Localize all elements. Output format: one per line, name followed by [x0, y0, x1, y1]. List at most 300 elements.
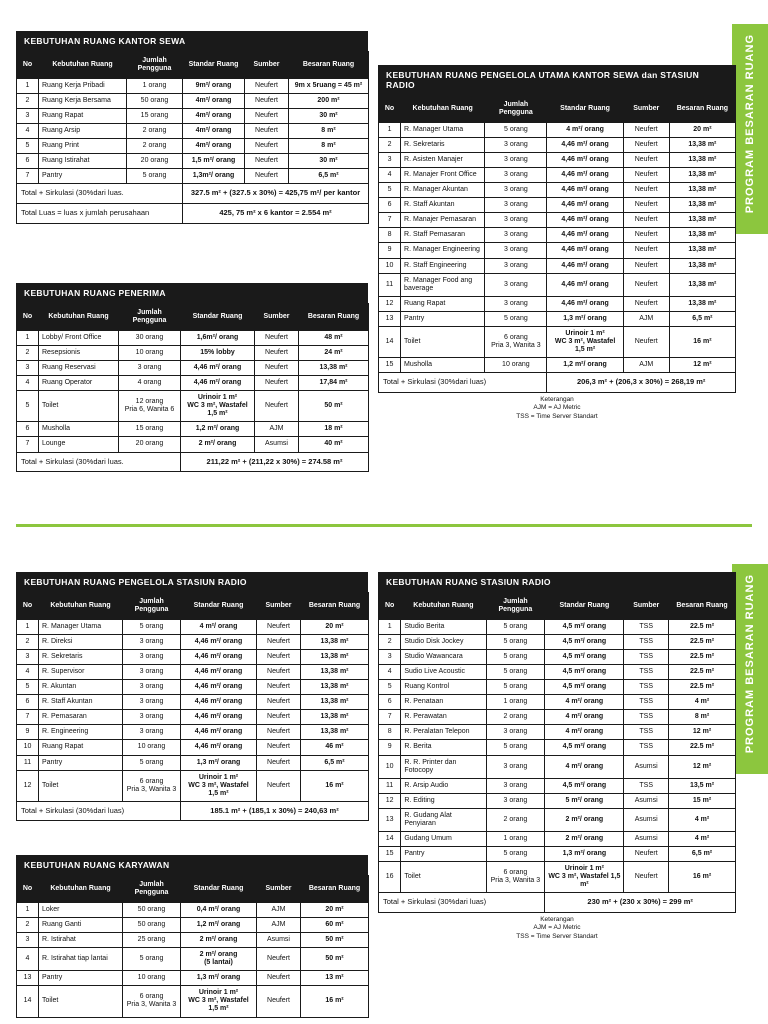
table-row — [379, 710, 736, 725]
cell-standar-ruang: 2 m²/ orang — [181, 437, 255, 452]
cell-jumlah-pengguna: 5 orang — [486, 680, 545, 695]
cell-jumlah-pengguna: 3 orang — [486, 755, 545, 778]
cell-sumber: Neufert — [623, 198, 669, 213]
total-value: 425, 75 m² x 6 kantor = 2.554 m² — [183, 204, 369, 224]
cell-standar-ruang: 4,46 m²/ orang — [547, 168, 623, 183]
cell-standar-ruang: 4,46 m²/ orang — [547, 258, 623, 273]
col-standar-ruang: Standar Ruang — [545, 593, 624, 620]
cell-no: 7 — [379, 213, 401, 228]
cell-standar-ruang: 4m²/ orang — [183, 124, 245, 139]
side-tab-program-besaran-ruang-bottom — [732, 564, 768, 774]
cell-jumlah-pengguna: 5 orang — [123, 948, 181, 971]
table-block-karyawan — [16, 855, 368, 1018]
cell-kebutuhan-ruang: Toilet — [39, 391, 119, 422]
table-footer — [17, 184, 369, 223]
cell-sumber: Neufert — [245, 169, 289, 184]
cell-jumlah-pengguna: 1 orang — [127, 79, 183, 94]
cell-besaran-ruang: 22.5 m² — [669, 620, 736, 635]
col-no: No — [17, 52, 39, 79]
cell-kebutuhan-ruang: Pantry — [401, 846, 486, 861]
table-row — [17, 918, 369, 933]
total-label: Total + Sirkulasi (30%dari luas) — [379, 893, 545, 913]
cell-standar-ruang: 4,46 m²/ orang — [181, 665, 257, 680]
cell-besaran-ruang: 13,38 m² — [301, 725, 369, 740]
cell-no: 10 — [379, 258, 401, 273]
cell-besaran-ruang: 8 m² — [289, 124, 369, 139]
cell-no: 3 — [379, 153, 401, 168]
cell-besaran-ruang: 6,5 m² — [669, 846, 736, 861]
cell-kebutuhan-ruang: R. Asisten Manajer — [401, 153, 485, 168]
table-row — [379, 153, 736, 168]
cell-besaran-ruang: 20 m² — [301, 903, 369, 918]
table-body — [17, 903, 369, 1017]
cell-no: 4 — [17, 665, 39, 680]
cell-no: 11 — [379, 273, 401, 296]
cell-besaran-ruang: 40 m² — [299, 437, 369, 452]
col-sumber: Sumber — [257, 876, 301, 903]
cell-jumlah-pengguna: 5 orang — [486, 740, 545, 755]
cell-besaran-ruang: 22.5 m² — [669, 665, 736, 680]
table-penerima — [16, 303, 369, 472]
cell-jumlah-pengguna: 3 orang — [123, 695, 181, 710]
cell-kebutuhan-ruang: Pantry — [401, 311, 485, 326]
cell-sumber: Neufert — [257, 680, 301, 695]
cell-standar-ruang: 1,3m²/ orang — [183, 169, 245, 184]
table-block-stasiun-radio — [378, 572, 736, 942]
col-standar-ruang: Standar Ruang — [181, 304, 255, 331]
cell-no: 14 — [17, 986, 39, 1017]
cell-besaran-ruang: 16 m² — [669, 326, 735, 357]
cell-kebutuhan-ruang: R. Staff Akuntan — [401, 198, 485, 213]
cell-sumber: Asumsi — [257, 933, 301, 948]
cell-sumber: Asumsi — [255, 437, 299, 452]
cell-no: 6 — [17, 422, 39, 437]
cell-kebutuhan-ruang: R. Arsip Audio — [401, 778, 486, 793]
cell-sumber: Neufert — [245, 109, 289, 124]
cell-standar-ruang: 4 m²/ orang — [545, 725, 624, 740]
cell-kebutuhan-ruang: Toilet — [39, 770, 123, 801]
col-kebutuhan-ruang: Kebutuhan Ruang — [39, 876, 123, 903]
cell-jumlah-pengguna: 3 orang — [485, 168, 547, 183]
table-row — [379, 778, 736, 793]
cell-standar-ruang: 1,3 m²/ orang — [547, 311, 623, 326]
table-header-row — [17, 593, 369, 620]
table-row — [379, 846, 736, 861]
cell-besaran-ruang: 16 m² — [669, 861, 736, 892]
cell-besaran-ruang: 13,38 m² — [669, 213, 735, 228]
cell-standar-ruang: 4,5 m²/ orang — [545, 650, 624, 665]
cell-kebutuhan-ruang: Ruang Rapat — [39, 740, 123, 755]
table-kantor-sewa — [16, 51, 369, 224]
cell-jumlah-pengguna: 50 orang — [123, 918, 181, 933]
cell-sumber: Neufert — [624, 861, 669, 892]
table-row — [379, 326, 736, 357]
cell-no: 2 — [17, 918, 39, 933]
cell-standar-ruang: 4,46 m²/ orang — [547, 198, 623, 213]
cell-besaran-ruang: 16 m² — [301, 770, 369, 801]
cell-sumber: Neufert — [257, 695, 301, 710]
cell-besaran-ruang: 9m x 5ruang = 45 m² — [289, 79, 369, 94]
table-row — [17, 361, 369, 376]
table-total-row — [17, 801, 369, 821]
cell-sumber: Neufert — [257, 770, 301, 801]
cell-sumber: Neufert — [257, 665, 301, 680]
col-standar-ruang: Standar Ruang — [547, 96, 623, 123]
cell-kebutuhan-ruang: R. Manager Engineering — [401, 243, 485, 258]
cell-kebutuhan-ruang: Lobby/ Front Office — [39, 331, 119, 346]
col-besaran-ruang: Besaran Ruang — [669, 96, 735, 123]
cell-no: 7 — [379, 710, 401, 725]
cell-kebutuhan-ruang: R. R. Printer dan Fotocopy — [401, 755, 486, 778]
side-tab-program-besaran-ruang-top — [732, 24, 768, 234]
cell-no: 5 — [17, 139, 39, 154]
col-sumber: Sumber — [624, 593, 669, 620]
cell-besaran-ruang: 13,5 m² — [669, 778, 736, 793]
cell-no: 8 — [379, 725, 401, 740]
table-row — [17, 948, 369, 971]
cell-no: 2 — [17, 94, 39, 109]
cell-no: 16 — [379, 861, 401, 892]
cell-sumber: Neufert — [257, 635, 301, 650]
cell-standar-ruang: 4,46 m²/ orang — [547, 183, 623, 198]
cell-no: 2 — [17, 635, 39, 650]
cell-jumlah-pengguna: 6 orang Pria 3, Wanita 3 — [123, 770, 181, 801]
cell-standar-ruang: 4,46 m²/ orang — [181, 740, 257, 755]
col-besaran-ruang: Besaran Ruang — [301, 593, 369, 620]
keterangan-line: AJM = AJ Metric — [533, 924, 581, 932]
cell-no: 7 — [17, 710, 39, 725]
cell-standar-ruang: 4,46 m²/ orang — [547, 228, 623, 243]
cell-sumber: Neufert — [257, 710, 301, 725]
cell-standar-ruang: 1,5 m²/ orang — [183, 154, 245, 169]
cell-sumber: TSS — [624, 620, 669, 635]
cell-sumber: Neufert — [623, 258, 669, 273]
col-standar-ruang: Standar Ruang — [183, 52, 245, 79]
keterangan-stasiun-radio — [378, 916, 736, 942]
keterangan-pengelola-utama — [378, 396, 736, 422]
table-body — [379, 123, 736, 373]
cell-kebutuhan-ruang: Studio Disk Jockey — [401, 635, 486, 650]
table-pengelola-utama — [378, 95, 736, 393]
table-row — [17, 740, 369, 755]
cell-jumlah-pengguna: 2 orang — [127, 124, 183, 139]
cell-kebutuhan-ruang: R. Manajer Pemasaran — [401, 213, 485, 228]
cell-no: 6 — [17, 695, 39, 710]
cell-standar-ruang: 1,2 m²/ orang — [181, 422, 255, 437]
table-footer — [379, 372, 736, 392]
cell-besaran-ruang: 12 m² — [669, 725, 736, 740]
cell-sumber: Neufert — [623, 168, 669, 183]
col-kebutuhan-ruang: Kebutuhan Ruang — [39, 593, 123, 620]
cell-sumber: Neufert — [255, 376, 299, 391]
section-divider — [16, 524, 752, 527]
cell-standar-ruang: 4,5 m²/ orang — [545, 635, 624, 650]
cell-sumber: Neufert — [257, 755, 301, 770]
cell-jumlah-pengguna: 1 orang — [486, 695, 545, 710]
cell-no: 15 — [379, 846, 401, 861]
cell-jumlah-pengguna: 5 orang — [485, 311, 547, 326]
cell-sumber: Neufert — [257, 948, 301, 971]
cell-no: 3 — [17, 650, 39, 665]
cell-sumber: TSS — [624, 635, 669, 650]
cell-kebutuhan-ruang: Studio Wawancara — [401, 650, 486, 665]
cell-jumlah-pengguna: 6 orang Pria 3, Wanita 3 — [486, 861, 545, 892]
cell-besaran-ruang: 13,38 m² — [669, 273, 735, 296]
cell-sumber: TSS — [624, 695, 669, 710]
cell-no: 2 — [17, 346, 39, 361]
table-row — [379, 198, 736, 213]
cell-jumlah-pengguna: 3 orang — [485, 273, 547, 296]
cell-kebutuhan-ruang: R. Gudang Alat Penyiaran — [401, 808, 486, 831]
cell-besaran-ruang: 13,38 m² — [301, 680, 369, 695]
cell-kebutuhan-ruang: Studio Berita — [401, 620, 486, 635]
cell-besaran-ruang: 60 m² — [301, 918, 369, 933]
cell-kebutuhan-ruang: Loker — [39, 903, 123, 918]
table-body — [17, 620, 369, 802]
table-header-row — [17, 304, 369, 331]
cell-kebutuhan-ruang: Ruang Kerja Bersama — [39, 94, 127, 109]
cell-no: 2 — [379, 138, 401, 153]
cell-no: 12 — [379, 793, 401, 808]
col-kebutuhan-ruang: Kebutuhan Ruang — [39, 52, 127, 79]
cell-kebutuhan-ruang: Ruang Print — [39, 139, 127, 154]
cell-no: 9 — [17, 725, 39, 740]
cell-kebutuhan-ruang: R. Engineering — [39, 725, 123, 740]
cell-jumlah-pengguna: 3 orang — [485, 138, 547, 153]
cell-no: 3 — [17, 933, 39, 948]
cell-sumber: Neufert — [623, 153, 669, 168]
cell-besaran-ruang: 22.5 m² — [669, 650, 736, 665]
cell-sumber: Neufert — [624, 846, 669, 861]
table-row — [379, 620, 736, 635]
table-row — [17, 154, 369, 169]
cell-besaran-ruang: 22.5 m² — [669, 680, 736, 695]
col-no: No — [17, 593, 39, 620]
cell-besaran-ruang: 13,38 m² — [301, 710, 369, 725]
cell-standar-ruang: 4 m²/ orang — [547, 123, 623, 138]
cell-sumber: Neufert — [257, 650, 301, 665]
table-row — [379, 695, 736, 710]
cell-standar-ruang: 4,46 m²/ orang — [181, 725, 257, 740]
cell-jumlah-pengguna: 10 orang — [119, 346, 181, 361]
table-total-row — [17, 452, 369, 472]
cell-besaran-ruang: 6,5 m² — [669, 311, 735, 326]
cell-kebutuhan-ruang: R. Direksi — [39, 635, 123, 650]
cell-besaran-ruang: 20 m² — [669, 123, 735, 138]
cell-standar-ruang: 1,3 m²/ orang — [181, 755, 257, 770]
cell-jumlah-pengguna: 3 orang — [123, 665, 181, 680]
cell-standar-ruang: 15% lobby — [181, 346, 255, 361]
table-total-row — [379, 372, 736, 392]
cell-besaran-ruang: 22.5 m² — [669, 740, 736, 755]
cell-sumber: Neufert — [255, 331, 299, 346]
cell-standar-ruang: Urinoir 1 m² WC 3 m², Wastafel 1,5 m² — [547, 326, 623, 357]
table-row — [17, 635, 369, 650]
cell-sumber: Neufert — [257, 725, 301, 740]
cell-no: 3 — [17, 109, 39, 124]
cell-sumber: TSS — [624, 650, 669, 665]
cell-no: 2 — [379, 635, 401, 650]
table-footer — [379, 893, 736, 913]
cell-sumber: TSS — [624, 778, 669, 793]
table-row — [17, 971, 369, 986]
cell-no: 11 — [17, 755, 39, 770]
cell-no: 6 — [17, 154, 39, 169]
cell-kebutuhan-ruang: Toilet — [401, 861, 486, 892]
keterangan-line: TSS = Time Server Standart — [516, 933, 598, 941]
cell-besaran-ruang: 18 m² — [299, 422, 369, 437]
cell-sumber: Neufert — [623, 123, 669, 138]
cell-standar-ruang: 4,46 m²/ orang — [547, 153, 623, 168]
cell-besaran-ruang: 13,38 m² — [669, 153, 735, 168]
table-header-row — [17, 52, 369, 79]
cell-kebutuhan-ruang: Resepsionis — [39, 346, 119, 361]
col-besaran-ruang: Besaran Ruang — [669, 593, 736, 620]
cell-standar-ruang: 4,46 m²/ orang — [181, 650, 257, 665]
cell-kebutuhan-ruang: Ruang Kerja Pribadi — [39, 79, 127, 94]
cell-standar-ruang: 2 m²/ orang — [181, 933, 257, 948]
col-jumlah-pengguna: Jumlah Pengguna — [123, 876, 181, 903]
cell-besaran-ruang: 30 m² — [289, 154, 369, 169]
cell-standar-ruang: 4m²/ orang — [183, 139, 245, 154]
col-sumber: Sumber — [257, 593, 301, 620]
cell-sumber: Neufert — [623, 183, 669, 198]
cell-sumber: TSS — [624, 725, 669, 740]
cell-besaran-ruang: 12 m² — [669, 357, 735, 372]
cell-kebutuhan-ruang: R. Supervisor — [39, 665, 123, 680]
cell-standar-ruang: 4m²/ orang — [183, 94, 245, 109]
cell-kebutuhan-ruang: R. Staff Akuntan — [39, 695, 123, 710]
table-row — [379, 635, 736, 650]
cell-sumber: Neufert — [245, 139, 289, 154]
cell-sumber: AJM — [255, 422, 299, 437]
table-row — [17, 650, 369, 665]
cell-kebutuhan-ruang: Ruang Operator — [39, 376, 119, 391]
keterangan-line: Keterangan — [540, 915, 574, 923]
cell-jumlah-pengguna: 5 orang — [485, 123, 547, 138]
cell-kebutuhan-ruang: R. Berita — [401, 740, 486, 755]
cell-sumber: Asumsi — [624, 808, 669, 831]
col-jumlah-pengguna: Jumlah Pengguna — [127, 52, 183, 79]
cell-jumlah-pengguna: 5 orang — [123, 755, 181, 770]
cell-no: 4 — [17, 124, 39, 139]
cell-standar-ruang: 1,2 m²/ orang — [181, 918, 257, 933]
table-row — [17, 437, 369, 452]
col-sumber: Sumber — [245, 52, 289, 79]
cell-sumber: Neufert — [255, 361, 299, 376]
table-row — [17, 903, 369, 918]
col-standar-ruang: Standar Ruang — [181, 876, 257, 903]
cell-jumlah-pengguna: 10 orang — [123, 971, 181, 986]
cell-sumber: Neufert — [257, 971, 301, 986]
table-title: KEBUTUHAN RUANG PENGELOLA STASIUN RADIO — [16, 572, 368, 592]
col-no: No — [17, 876, 39, 903]
cell-kebutuhan-ruang: R. Editing — [401, 793, 486, 808]
cell-standar-ruang: 4,46 m²/ orang — [181, 680, 257, 695]
cell-kebutuhan-ruang: Ruang Ganti — [39, 918, 123, 933]
cell-sumber: Neufert — [623, 228, 669, 243]
cell-no: 9 — [379, 243, 401, 258]
cell-standar-ruang: 2 m²/ orang — [545, 831, 624, 846]
cell-kebutuhan-ruang: Ruang Rapat — [401, 296, 485, 311]
cell-standar-ruang: 4 m²/ orang — [545, 710, 624, 725]
cell-kebutuhan-ruang: Ruang Kontrol — [401, 680, 486, 695]
table-row — [379, 311, 736, 326]
cell-kebutuhan-ruang: Pantry — [39, 971, 123, 986]
cell-jumlah-pengguna: 12 orang Pria 6, Wanita 6 — [119, 391, 181, 422]
cell-jumlah-pengguna: 3 orang — [486, 793, 545, 808]
cell-kebutuhan-ruang: R. Peralatan Telepon — [401, 725, 486, 740]
total-value: 211,22 m² + (211,22 x 30%) = 274.58 m² — [181, 452, 369, 472]
cell-besaran-ruang: 13,38 m² — [669, 243, 735, 258]
cell-sumber: Neufert — [623, 243, 669, 258]
cell-sumber: Neufert — [257, 986, 301, 1017]
table-row — [379, 650, 736, 665]
cell-sumber: Asumsi — [624, 793, 669, 808]
cell-standar-ruang: 1,3 m²/ orang — [181, 971, 257, 986]
cell-besaran-ruang: 200 m² — [289, 94, 369, 109]
cell-jumlah-pengguna: 50 orang — [127, 94, 183, 109]
cell-no: 13 — [379, 311, 401, 326]
cell-besaran-ruang: 13,38 m² — [301, 665, 369, 680]
col-besaran-ruang: Besaran Ruang — [301, 876, 369, 903]
table-block-pengelola-utama — [378, 65, 736, 422]
cell-besaran-ruang: 8 m² — [289, 139, 369, 154]
cell-kebutuhan-ruang: R. Staff Engineering — [401, 258, 485, 273]
cell-jumlah-pengguna: 10 orang — [485, 357, 547, 372]
cell-besaran-ruang: 13,38 m² — [669, 198, 735, 213]
cell-sumber: Neufert — [255, 391, 299, 422]
cell-no: 8 — [379, 228, 401, 243]
table-row — [379, 213, 736, 228]
cell-sumber: TSS — [624, 740, 669, 755]
cell-no: 5 — [17, 680, 39, 695]
cell-sumber: Asumsi — [624, 831, 669, 846]
cell-jumlah-pengguna: 3 orang — [123, 650, 181, 665]
table-row — [379, 808, 736, 831]
cell-besaran-ruang: 13,38 m² — [669, 296, 735, 311]
cell-kebutuhan-ruang: R. Istirahat — [39, 933, 123, 948]
cell-sumber: TSS — [624, 665, 669, 680]
cell-jumlah-pengguna: 5 orang — [486, 635, 545, 650]
table-row — [17, 680, 369, 695]
cell-kebutuhan-ruang: Ruang Istirahat — [39, 154, 127, 169]
table-row — [17, 331, 369, 346]
cell-besaran-ruang: 16 m² — [301, 986, 369, 1017]
cell-jumlah-pengguna: 3 orang — [485, 243, 547, 258]
table-row — [379, 725, 736, 740]
table-body — [17, 79, 369, 184]
cell-standar-ruang: 4m²/ orang — [183, 109, 245, 124]
table-row — [379, 296, 736, 311]
cell-besaran-ruang: 4 m² — [669, 831, 736, 846]
keterangan-line: Keterangan — [540, 395, 574, 403]
side-tab-label: PROGRAM BESARAN RUANG — [744, 574, 756, 754]
cell-no: 6 — [379, 198, 401, 213]
table-row — [379, 665, 736, 680]
cell-no: 7 — [17, 437, 39, 452]
cell-jumlah-pengguna: 6 orang Pria 3, Wanita 3 — [123, 986, 181, 1017]
cell-besaran-ruang: 50 m² — [301, 948, 369, 971]
cell-standar-ruang: Urinoir 1 m² WC 3 m², Wastafel 1,5 m² — [181, 391, 255, 422]
cell-sumber: AJM — [623, 357, 669, 372]
cell-kebutuhan-ruang: Sudio Live Acoustic — [401, 665, 486, 680]
total-value: 206,3 m² + (206,3 x 30%) = 268,19 m² — [547, 372, 736, 392]
cell-sumber: Neufert — [623, 296, 669, 311]
cell-sumber: Asumsi — [624, 755, 669, 778]
col-sumber: Sumber — [255, 304, 299, 331]
cell-jumlah-pengguna: 25 orang — [123, 933, 181, 948]
